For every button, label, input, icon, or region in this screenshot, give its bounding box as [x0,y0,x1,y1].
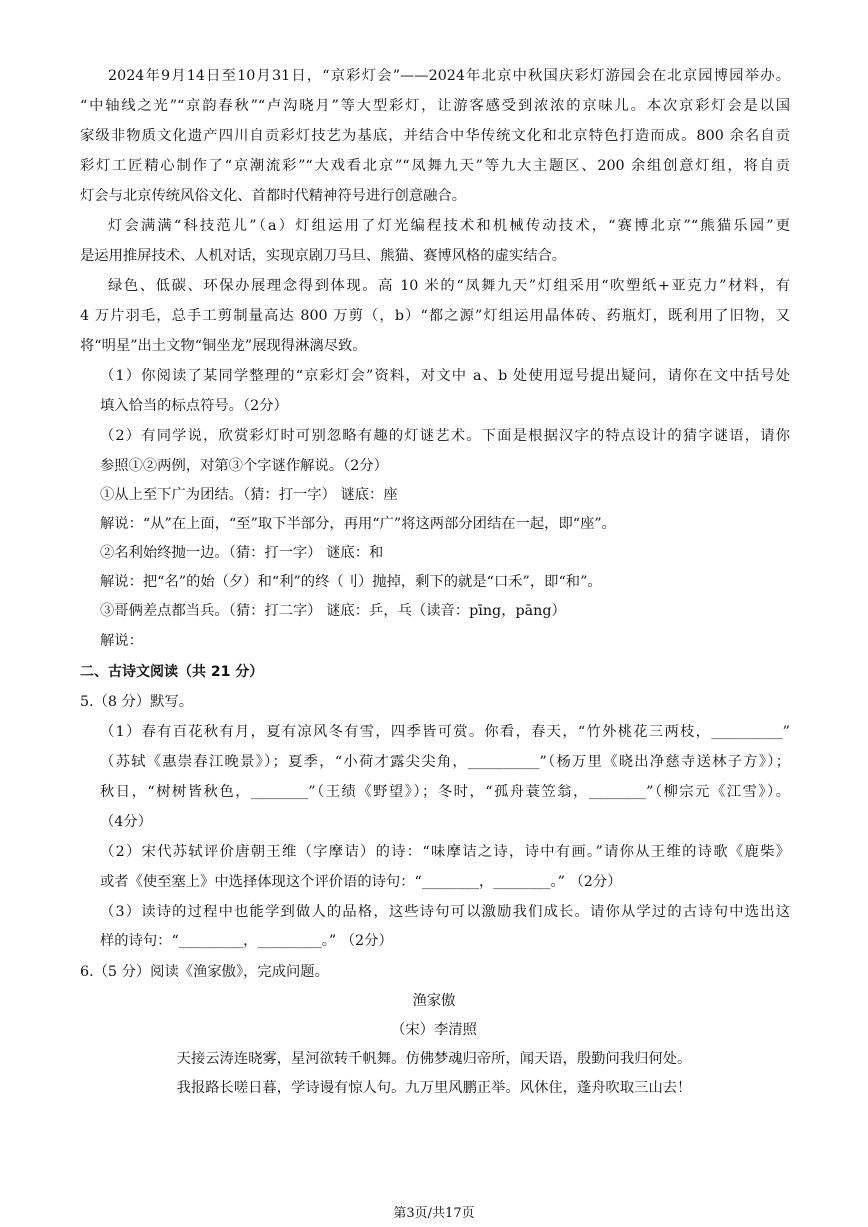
riddle-2: ②名利始终抛一边。（猜：打一字） 谜底：和 [100,545,384,561]
q4-sub2-line1: （2）有同学说，欣赏彩灯时可别忽略有趣的灯谜艺术。下面是根据汉字的特点设计的猜字谜语，请你 [100,428,790,444]
passage-p1-line5: 灯会与北京传统风俗文化、首都时代精神符号进行创意融合。 [80,188,467,204]
passage-p3-line1: 绿色、低碳、环保办展理念得到体现。高 10 米的“凤舞九天”灯组采用“吹塑纸+亚克力”材料，有 [108,278,790,294]
riddle-1: ①从上至下广为团结。（猜：打一字） 谜底：座 [100,487,398,503]
q5-sub3-line2: 样的诗句：“_________，_________。” （2分） [100,933,393,949]
q5-sub1-line1: （1）春有百花秋有月，夏有凉风冬有雪，四季皆可赏。你看，春天，“竹外桃花三两枝，__________” [100,724,790,740]
q4-sub1-line2: 填入恰当的标点符号。（2分） [100,398,288,414]
passage-p3-line3: 将“明星”出土文物“铜坐龙”展现得淋漓尽致。 [80,338,367,354]
riddle-2-explanation: 解说：把“名”的始（夕）和“利”的终（刂）抛掉，剩下的就是“口禾”，即“和”。 [100,574,602,590]
poem-author: （宋）李清照 [391,1022,477,1038]
q5-sub1-line3: 秋日，“树树皆秋色，________”（王绩《野望》）；冬时，“孤舟蓑笠翁，________”（柳宗元《江雪》）。 [100,784,790,800]
passage-p2-line1: 灯会满满“科技范儿”（a）灯组运用了灯光编程技术和机械传动技术，“赛博北京”“熊猫乐园”更 [108,218,790,234]
riddle-1-explanation: 解说：“从”在上面，“至”取下半部分，再用“广”将这两部分团结在一起，即“座”。 [100,516,616,532]
q5-sub3-line1: （3）读诗的过程中也能学到做人的品格，这些诗句可以激励我们成长。请你从学过的古诗句中选出这 [100,904,790,920]
passage-p3-line2: 4 万片羽毛，总手工剪制量高达 800 万剪（，b）“都之源”灯组运用晶体砖、药瓶灯，既利用了旧物，又 [80,308,790,324]
q5-heading: 5.（8 分）默写。 [80,694,194,710]
q4-sub1-line1: （1）你阅读了某同学整理的“京彩灯会”资料，对文中 a、b 处使用逗号提出疑问，请你在文中括号处 [100,368,790,384]
poem-line-1: 天接云涛连晓雾，星河欲转千帆舞。仿佛梦魂归帝所，闻天语，殷勤问我归何处。 [176,1051,692,1067]
passage-p1-line3: 家级非物质文化遗产四川自贡彩灯技艺为基底，并结合中华传统文化和北京特色打造而成。800 余名自贡 [80,128,790,144]
q5-sub2-line1: （2）宋代苏轼评价唐朝王维（字摩诘）的诗：“味摩诘之诗，诗中有画。”请你从王维的诗歌《鹿柴》 [100,844,790,860]
poem-title: 渔家傲 [412,993,456,1009]
passage-p1-line1: 2024年9月14日至10月31日，“京彩灯会”——2024年北京中秋国庆彩灯游园会在北京园博园举办。 [108,68,790,84]
section-2-title: 二、古诗文阅读（共 21 分） [80,664,264,680]
q5-sub1-line4: （4分） [100,814,152,830]
q5-sub2-line2: 或者《使至塞上》中选择体现这个评价语的诗句：“________，________。” （2分） [100,874,622,890]
passage-p1-line4: 彩灯工匠精心制作了“京潮流彩”“大戏看北京”“凤舞九天”等九大主题区、200 余组创意灯组，将自贡 [80,158,790,174]
q6-heading: 6.（5 分）阅读《渔家傲》，完成问题。 [80,964,329,980]
q5-sub1-line2: （苏轼《惠崇春江晚景》）；夏季，“小荷才露尖尖角，__________”（杨万里《晓出净慈寺送林子方》）； [100,754,790,770]
passage-p1-line2: “中轴线之光”“京韵春秋”“卢沟晓月”等大型彩灯，让游客感受到浓浓的京味儿。本次京彩灯会是以国 [80,98,790,114]
riddle-3: ③哥俩差点都当兵。（猜：打二字） 谜底：乒，乓（读音：pīng，pāng） [100,603,566,619]
riddle-3-explanation: 解说： [100,633,143,649]
q4-sub2-line2: 参照①②两例，对第③个字谜作解说。（2分） [100,458,388,474]
poem-line-2: 我报路长嗟日暮，学诗谩有惊人句。九万里风鹏正举。风休住，蓬舟吹取三山去！ [176,1080,692,1096]
passage-p2-line2: 是运用推屏技术、人机对话，实现京剧刀马旦、熊猫、赛博风格的虚实结合。 [80,248,567,264]
page-number: 第3页/共17页 [393,1206,475,1221]
